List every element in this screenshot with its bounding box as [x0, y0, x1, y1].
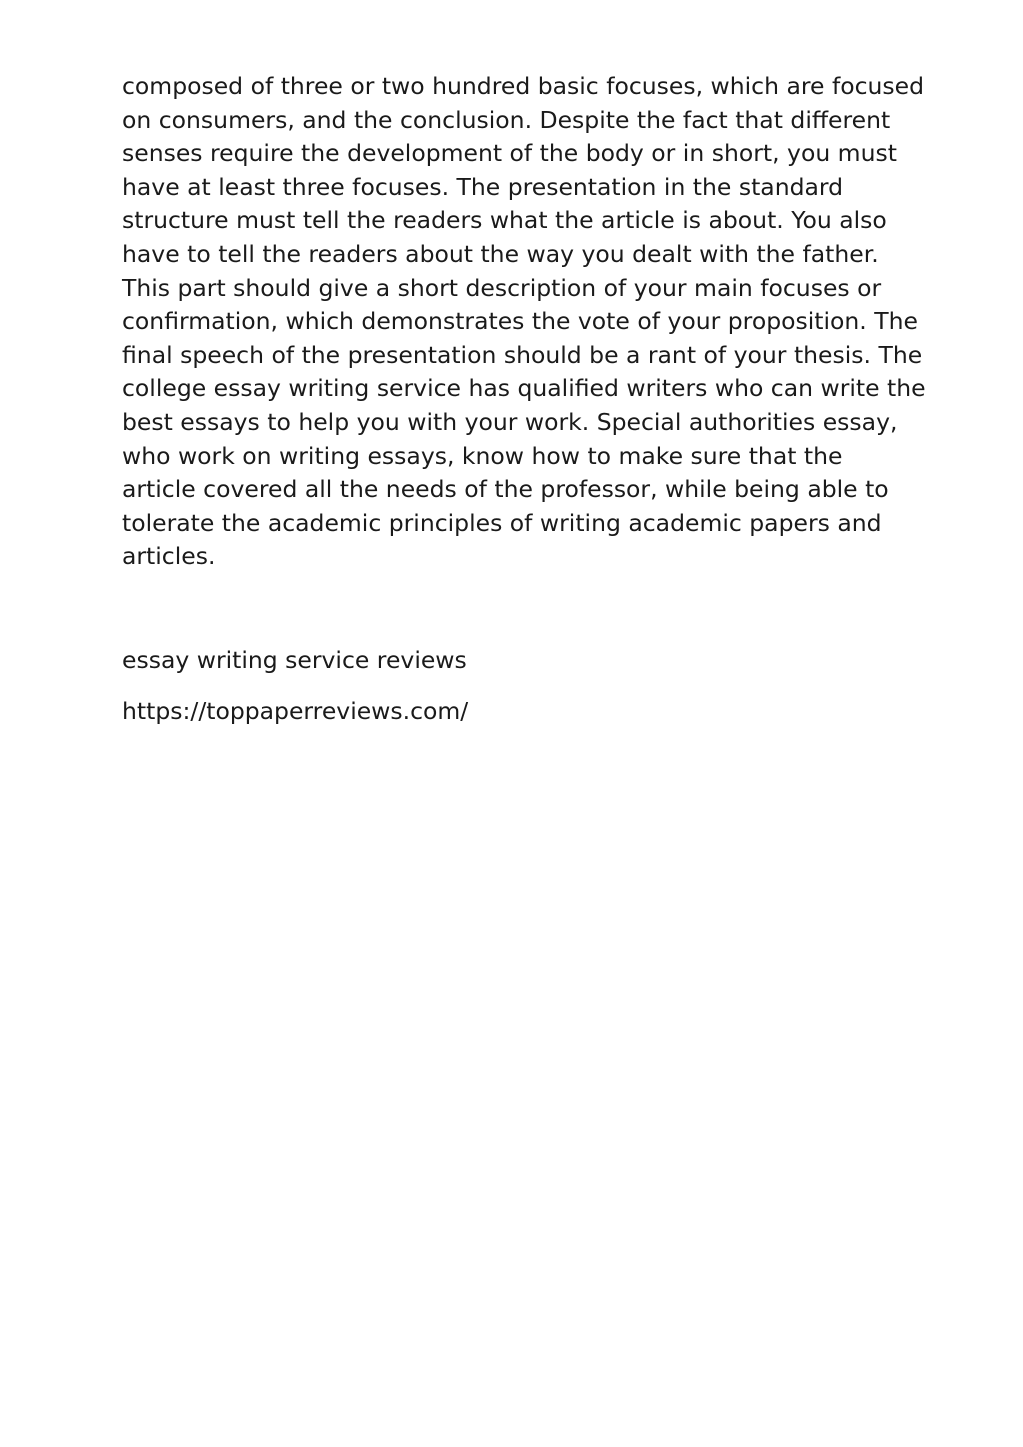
paragraph-line: This part should give a short description of your main focuses or	[122, 273, 882, 302]
paragraph-line: composed of three or two hundred basic focuses, which are focused	[122, 72, 925, 100]
paragraph-line: confirmation, which demonstrates the vote of your proposition. The	[122, 307, 918, 336]
link-url[interactable]: https://toppaperreviews.com/	[122, 697, 469, 725]
paragraph-line: on consumers, and the conclusion. Despite the fact that different	[122, 105, 891, 134]
link-label: essay writing service reviews	[122, 646, 467, 674]
paragraph-line: article covered all the needs of the professor, while being able to	[122, 475, 889, 504]
document-content	[122, 70, 962, 725]
paragraph-line: structure must tell the readers what the article is about. You also	[122, 206, 887, 235]
body-paragraph	[122, 70, 962, 574]
paragraph-line: final speech of the presentation should be a rant of your thesis. The	[122, 340, 923, 369]
paragraph-line: have at least three focuses. The presentation in the standard	[122, 172, 844, 201]
paragraph-line: senses require the development of the body or in short, you must	[122, 139, 897, 168]
paragraph-line: college essay writing service has qualified writers who can write the	[122, 374, 926, 403]
paragraph-line: who work on writing essays, know how to make sure that the	[122, 441, 843, 470]
paragraph-line: best essays to help you with your work. Special authorities essay,	[122, 407, 898, 436]
paragraph-line: articles.	[122, 542, 216, 571]
paragraph-line: have to tell the readers about the way you dealt with the father.	[122, 239, 879, 268]
paragraph-line: tolerate the academic principles of writing academic papers and	[122, 508, 882, 537]
